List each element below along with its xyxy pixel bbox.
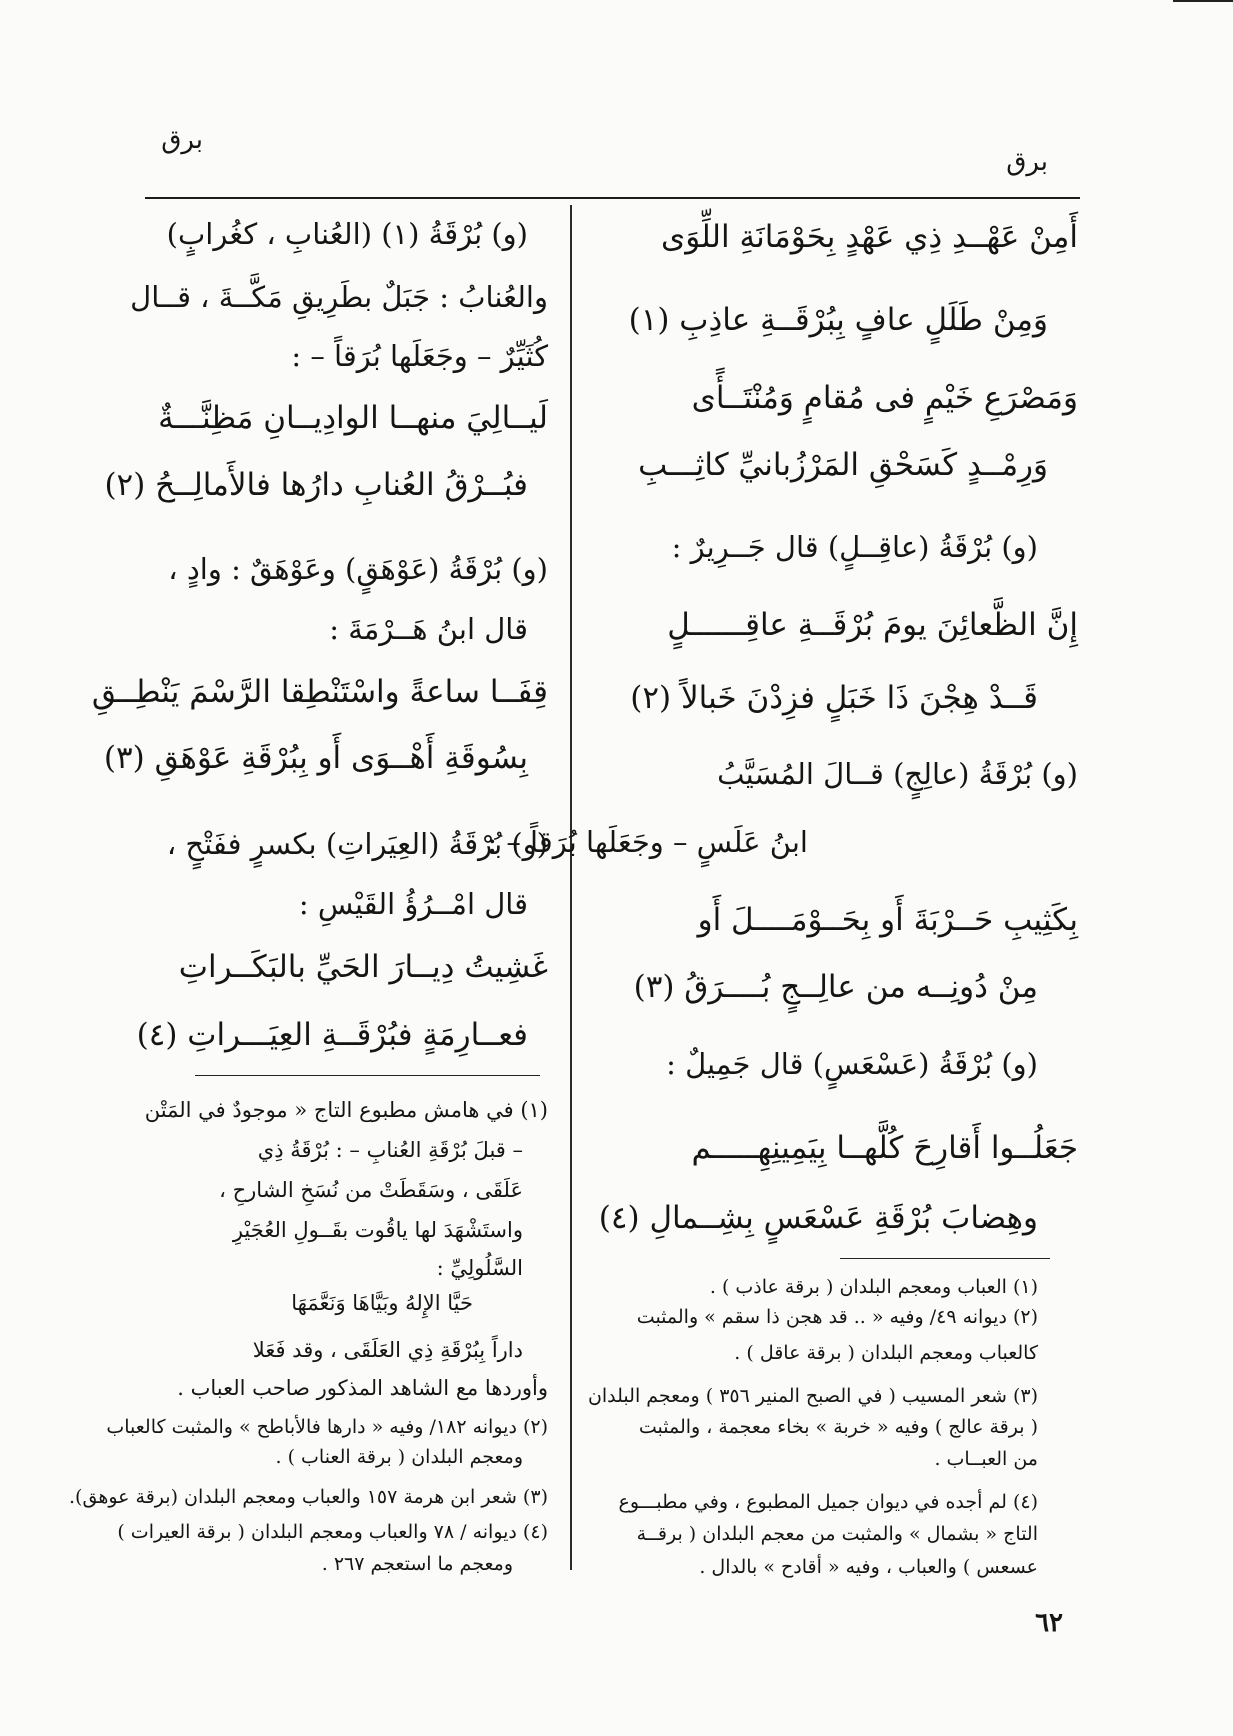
- text-line: ابنُ عَلَسٍ – وجَعَلَها بُرَقاً – :: [487, 825, 808, 859]
- footnote-line: داراً بِبُرْقَةِ ذِي العَلَقَى ، وقد فَعَلا: [252, 1338, 523, 1362]
- footnote-line: (٣) شعر ابن هرمة ١٥٧ والعباب ومعجم البلدان (برقة عوهق).: [69, 1486, 548, 1508]
- text-line: وهِضابَ بُرْقَةِ عَسْعَسٍ بِشِــمالِ (٤): [598, 1200, 1038, 1236]
- footnote-rule: [195, 1075, 540, 1076]
- footnote-line: السَّلُولِيِّ :: [436, 1256, 523, 1280]
- text-line: (و) بُرْقَةُ (عَوْهَقٍ) وعَوْهَقٌ : وادٍ ،: [168, 552, 548, 586]
- footnote-line: (١) في هامش مطبوع التاج « موجودٌ في المَتْن: [144, 1098, 548, 1122]
- footnote-line: (٢) ديوانه ١٨٢/ وفيه « دارها فالأباطح » والمثبت كالعباب: [106, 1416, 548, 1438]
- running-head-left: برق: [161, 125, 203, 155]
- page-number: ٦٢: [1035, 1608, 1063, 1638]
- text-line: وَمِنْ طَلَلٍ عافٍ بِبُرْقَــةِ عاذِبِ (١): [628, 302, 1048, 338]
- text-line: قال امْــرُؤُ القَيْسِ :: [298, 887, 528, 921]
- footnote-line: ومعجم البلدان ( برقة العناب ) .: [275, 1446, 523, 1468]
- footnote-line: (٣) شعر المسيب ( في الصبح المنير ٣٥٦ ) ومعجم البلدان: [587, 1385, 1038, 1407]
- header-rule: [145, 197, 1080, 199]
- footnote-line: (٤) ديوانه / ٧٨ والعباب ومعجم البلدان ( برقة العيرات ): [117, 1521, 548, 1543]
- text-line: قال ابنُ هَــرْمَةَ :: [329, 612, 528, 646]
- footnote-line: وأوردها مع الشاهد المذكور صاحب العباب .: [177, 1376, 548, 1400]
- text-line: (و) بُرْقَةُ (عالِجٍ) قــالَ المُسَيَّبُ: [717, 757, 1078, 791]
- text-line: وَمَصْرَعِ خَيْمٍ فى مُقامٍ وَمُنْتَــأًى: [691, 380, 1078, 416]
- text-line: والعُنابُ : جَبَلٌ بطَرِيقِ مَكَّــةَ ، قــال: [130, 280, 548, 314]
- text-line: فعــارِمَةٍ فبُرْقَــةِ العِيَـــراتِ (٤): [136, 1017, 528, 1053]
- footnote-line: (٢) ديوانه ٤٩/ وفيه « .. قد هجن ذا سقم » والمثبت: [636, 1306, 1038, 1328]
- text-line: وَرِمْــدٍ كَسَحْقِ المَرْزُبانيِّ كاثِـــبِ: [638, 447, 1048, 483]
- column-divider: [570, 205, 572, 1570]
- footnote-line: التاج « بشمال » والمثبت من معجم البلدان ( برقــة: [636, 1523, 1038, 1545]
- footnote-line: واستَشْهَدَ لها ياقُوت بقَــولِ العُجَيْرِ: [232, 1218, 523, 1242]
- text-line: (و) بُرْقَةُ (عَسْعَسٍ) قال جَمِيلٌ :: [666, 1047, 1038, 1081]
- text-line: إِنَّ الظَّعائِنَ يومَ بُرْقَــةِ عاقِــــــلٍ: [667, 607, 1078, 643]
- text-line: أَمِنْ عَهْــدِ ذِي عَهْدٍ بِحَوْمَانَةِ اللِّوَى: [661, 219, 1078, 255]
- footnote-line: – قبلَ بُرْقَةِ العُنابِ – : بُرْقَةُ ذِي: [257, 1138, 523, 1162]
- footnote-line: عَلَقَى ، وسَقَطَتْ من نُسَخِ الشارحِ ،: [219, 1178, 523, 1202]
- text-line: (و) بُرْقَةُ (١) (العُنابِ ، كغُرابٍ): [166, 217, 528, 251]
- text-line: (و) بُرْقَةُ (عاقِــلٍ) قال جَــرِيرٌ :: [671, 530, 1038, 564]
- text-line: جَعَلُــوا أَقارِحَ كُلَّهــا بِيَمِينِهِـــــم: [691, 1130, 1078, 1166]
- text-line: كُثَيِّرٌ – وجَعَلَها بُرَقاً – :: [291, 339, 548, 373]
- text-line: فبُــرْقُ العُنابِ دارُها فالأَمالِــحُ (٢): [104, 467, 528, 503]
- text-line: لَيــالِيَ منهــا الوادِيــانِ مَظِنَّـــةٌ: [158, 400, 548, 436]
- text-line: قَــدْ هِجْنَ ذَا خَبَلٍ فزِدْنَ خَبالاً (٢): [630, 680, 1038, 716]
- running-head-right: برق: [1006, 147, 1048, 177]
- edge-mark: [1173, 0, 1233, 14]
- text-line: بِسُوقَةِ أَهْــوَى أَو بِبُرْقَةِ عَوْهَقِ (٣): [103, 740, 528, 776]
- footnote-line: حَيَّا الإِلهُ وبَيَّاهَا وَنَعَّمَهَا: [291, 1291, 473, 1315]
- footnote-rule: [840, 1258, 1050, 1259]
- footnote-line: (٤) لم أجده في ديوان جميل المطبوع ، وفي مطبـــوع: [618, 1491, 1038, 1513]
- text-line: بِكَثِيبِ حَــرْبَةَ أَو بِحَــوْمَــــلَ أَو: [697, 902, 1078, 938]
- footnote-line: من العبــاب .: [934, 1448, 1038, 1470]
- text-line: مِنْ دُونِــه من عالِــجٍ بُــــرَقُ (٣): [633, 969, 1038, 1005]
- footnote-line: (١) العباب ومعجم البلدان ( برقة عاذب ) .: [709, 1276, 1038, 1298]
- text-line: قِفَــا ساعةً واسْتَنْطِقا الرَّسْمَ يَنْطِــقِ: [91, 674, 548, 710]
- footnote-line: عسعس ) والعباب ، وفيه « أقادح » بالدال .: [699, 1556, 1038, 1578]
- footnote-line: كالعباب ومعجم البلدان ( برقة عاقل ) .: [734, 1342, 1038, 1364]
- footnote-line: ( برقة عالج ) وفيه « خربة » بخاء معجمة ، والمثبت: [638, 1416, 1038, 1438]
- text-line: (و) بُرْقَةُ (العِيَراتِ) بكسرٍ ففَتْحٍ ،: [166, 827, 548, 861]
- text-line: غَشِيتُ دِيــارَ الحَيِّ بالبَكَــراتِ: [178, 949, 548, 985]
- footnote-line: ومعجم ما استعجم ٢٦٧ .: [321, 1553, 513, 1575]
